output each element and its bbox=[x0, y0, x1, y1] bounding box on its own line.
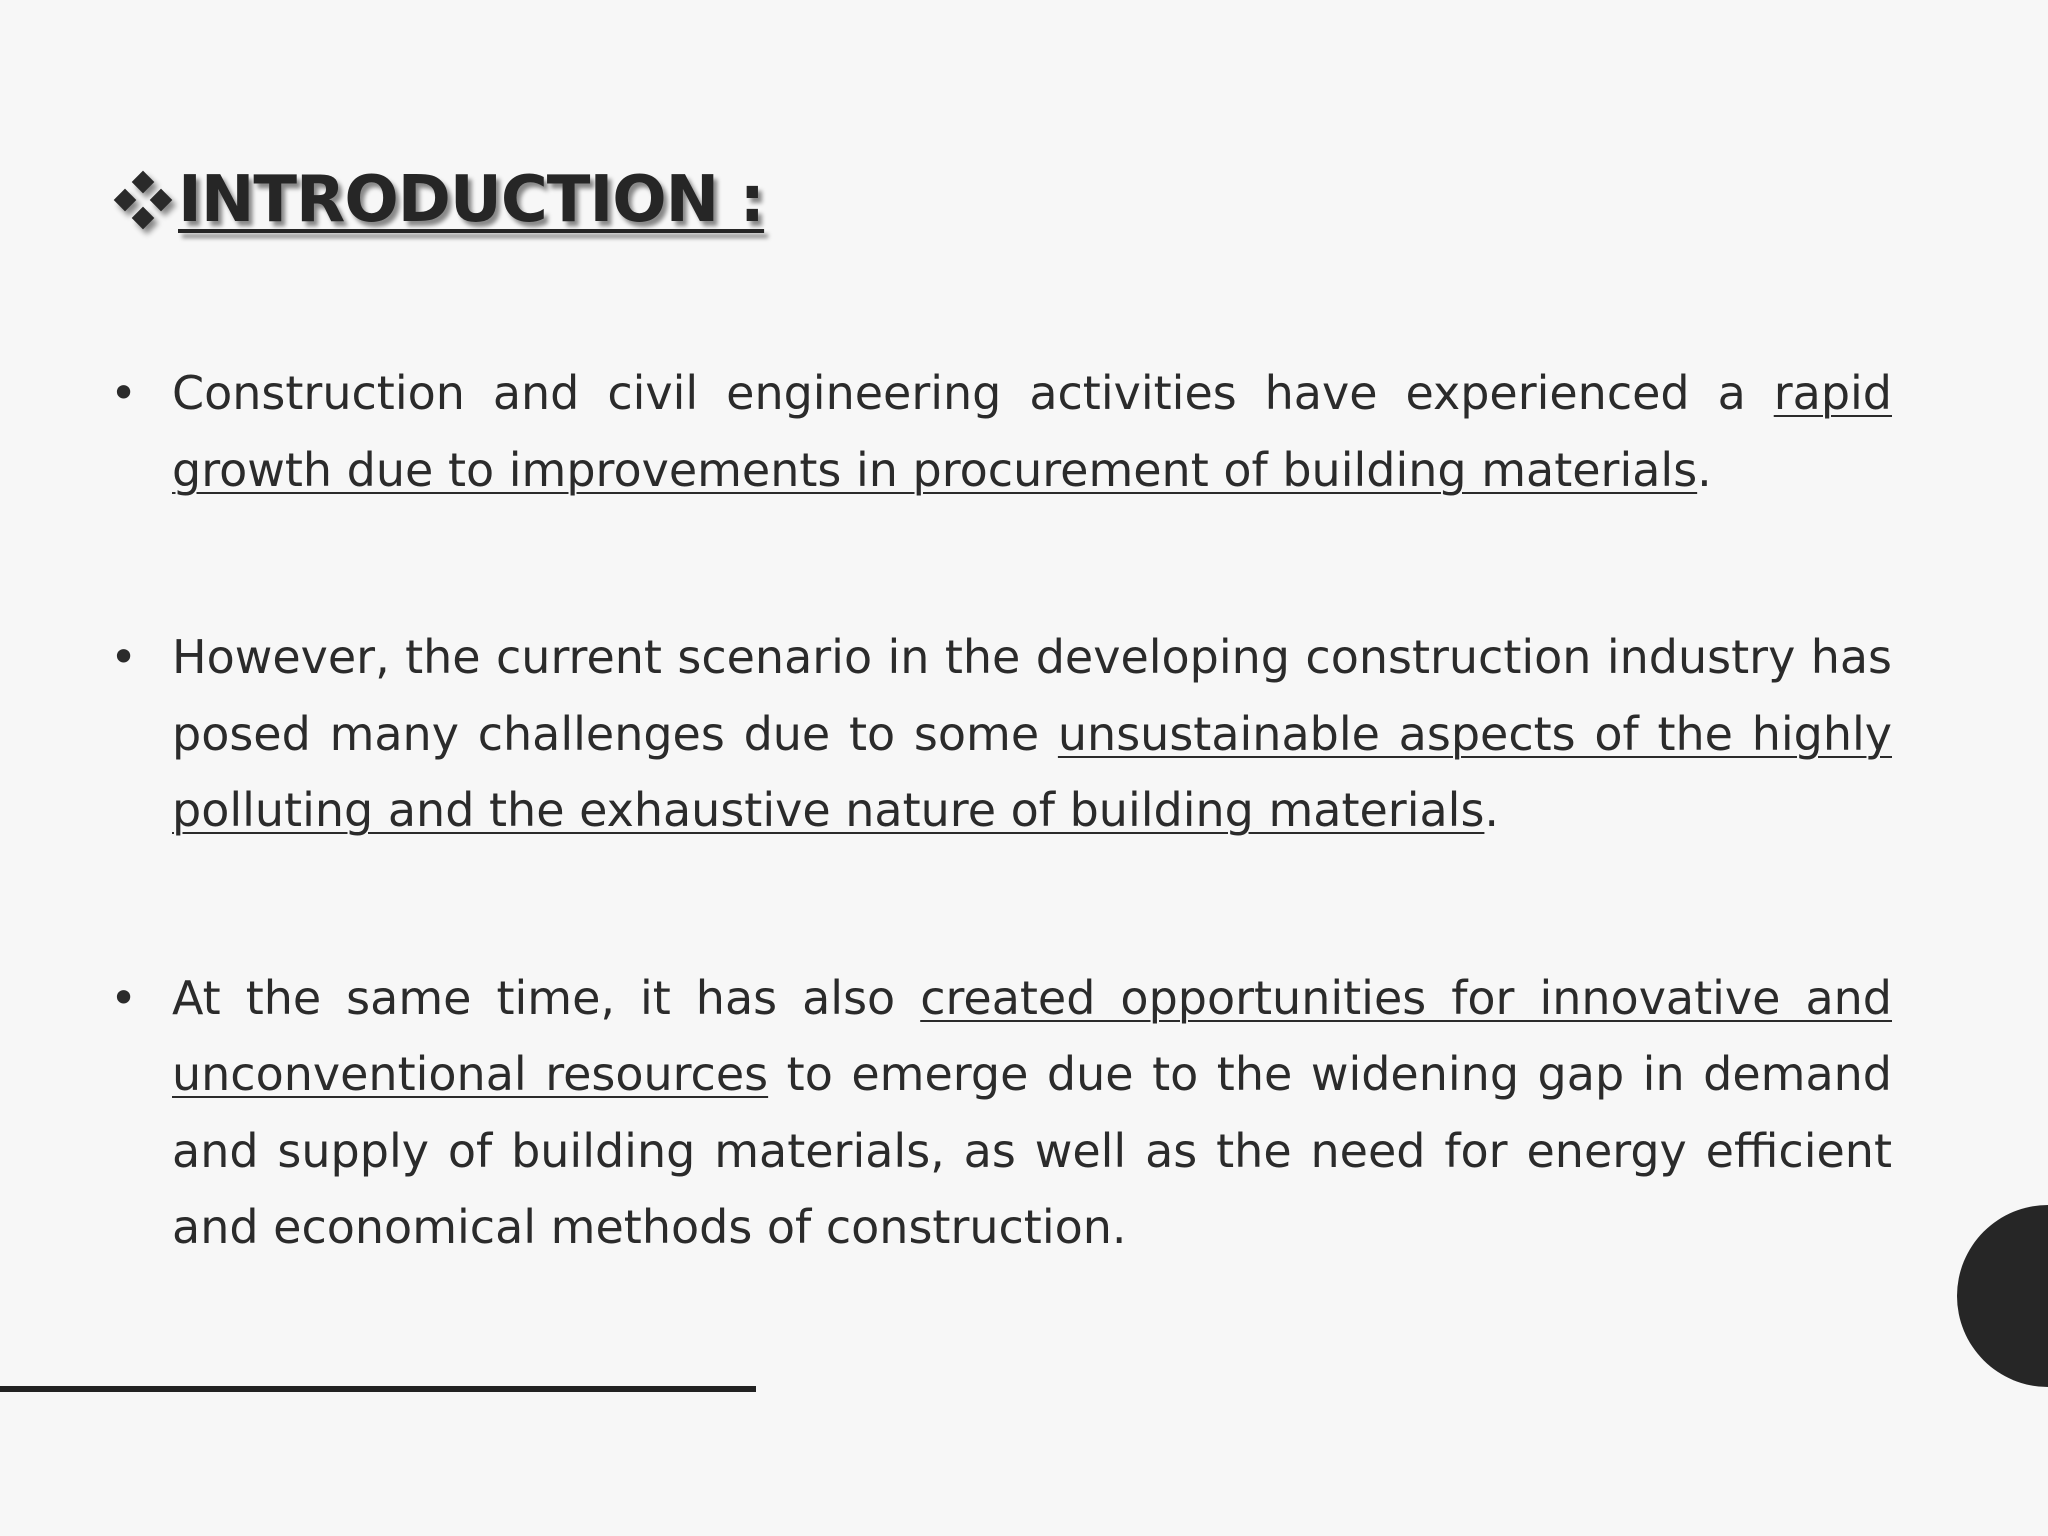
footer-divider-line bbox=[0, 1386, 756, 1392]
bullet-text-segment: However, the current scenario in the developing construction industry has posed many challenges due to some bbox=[172, 630, 1892, 761]
bullet-text-segment: to emerge due to the widening gap in demand and supply of building materials, as well as the need for energy efficient and economical methods of construction. bbox=[172, 1047, 1892, 1254]
bullet-list bbox=[110, 355, 1892, 1377]
title-row bbox=[112, 150, 764, 250]
bullet-item-2 bbox=[110, 619, 1892, 849]
four-diamond-bullet-icon bbox=[112, 169, 174, 231]
slide-title: INTRODUCTION : bbox=[178, 163, 765, 237]
underlined-phrase: created opportunities for innovative and unconventional resources bbox=[172, 970, 1892, 1101]
bullet-dot: • bbox=[110, 970, 138, 1025]
bullet-item-3 bbox=[110, 960, 1892, 1266]
bullet-text-segment: . bbox=[1484, 783, 1500, 837]
bullet-text-segment: At the same time, it has also bbox=[172, 970, 921, 1025]
underlined-phrase: unsustainable aspects of the highly polluting and the exhaustive nature of building materials bbox=[172, 706, 1892, 837]
underlined-phrase: rapid growth due to improvements in procurement of building materials bbox=[172, 366, 1892, 497]
bullet-dot: • bbox=[110, 366, 138, 420]
bullet-dot: • bbox=[110, 630, 138, 684]
bullet-text-segment: Construction and civil engineering activities have experienced a bbox=[172, 366, 1774, 420]
bullet-text-segment: . bbox=[1697, 442, 1712, 497]
corner-circle-decoration bbox=[1957, 1205, 2048, 1387]
bullet-item-1 bbox=[110, 355, 1892, 508]
